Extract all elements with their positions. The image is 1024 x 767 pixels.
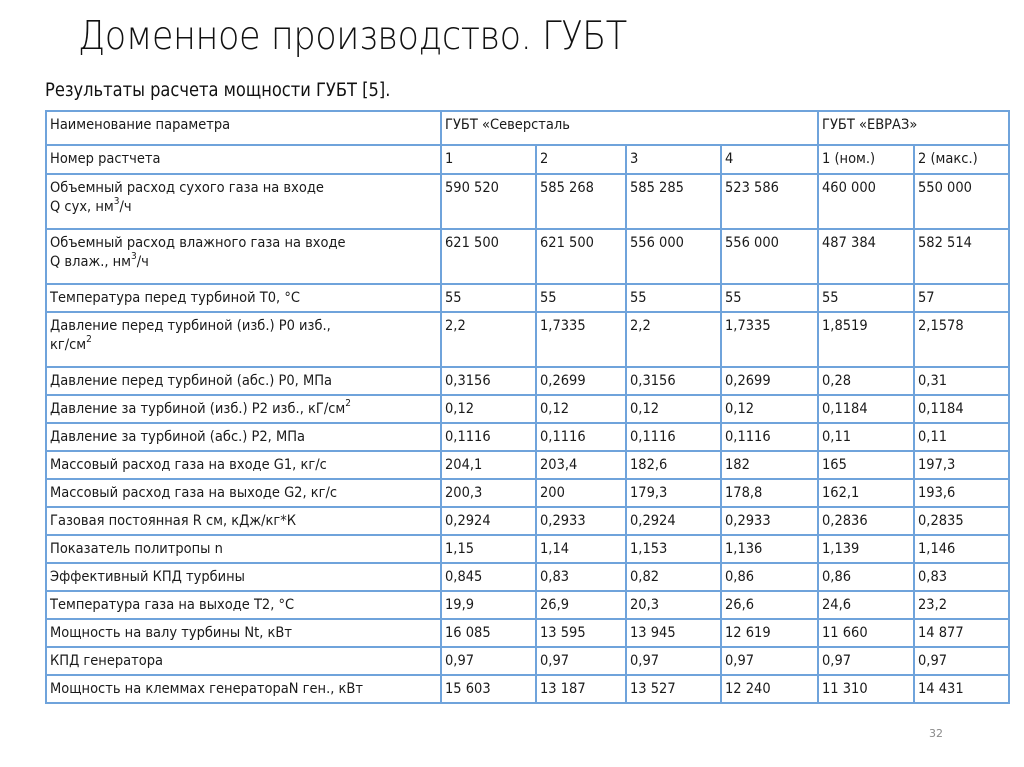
cell: 13 945 (626, 619, 721, 647)
cell: 204,1 (441, 451, 536, 479)
cell: 621 500 (536, 229, 626, 284)
cell: 1,153 (626, 535, 721, 563)
cell: 0,97 (536, 647, 626, 675)
row-label: Температура газа на выходе Т2, °С (46, 591, 441, 619)
cell: 1,146 (914, 535, 1009, 563)
cell: 13 187 (536, 675, 626, 703)
table-row (46, 367, 1009, 395)
cell: 203,4 (536, 451, 626, 479)
cell: 0,3156 (626, 367, 721, 395)
row-label: Эффективный КПД турбины (46, 563, 441, 591)
row-label: Мощность на валу турбины Nt, кВт (46, 619, 441, 647)
cell: 55 (626, 284, 721, 312)
cell: 0,86 (818, 563, 914, 591)
cell: 0,12 (626, 395, 721, 423)
table-row (46, 284, 1009, 312)
cell: 0,1116 (721, 423, 818, 451)
results-table (45, 110, 1010, 704)
table-row (46, 423, 1009, 451)
cell: 0,86 (721, 563, 818, 591)
table-header-row (46, 111, 1009, 145)
cell: 0,28 (818, 367, 914, 395)
cell: 487 384 (818, 229, 914, 284)
table-row (46, 395, 1009, 423)
cell: 0,12 (721, 395, 818, 423)
cell: 14 877 (914, 619, 1009, 647)
cell: 12 619 (721, 619, 818, 647)
cell: 0,1116 (536, 423, 626, 451)
cell: 0,12 (536, 395, 626, 423)
cell: 197,3 (914, 451, 1009, 479)
table-row (46, 451, 1009, 479)
row-label: Мощность на клеммах генератораN ген., кВт (46, 675, 441, 703)
table-row (46, 507, 1009, 535)
cell: 556 000 (721, 229, 818, 284)
cell: 0,97 (914, 647, 1009, 675)
cell: 23,2 (914, 591, 1009, 619)
cell: 0,83 (914, 563, 1009, 591)
table-row (46, 229, 1009, 284)
cell: 585 285 (626, 174, 721, 229)
cell: 57 (914, 284, 1009, 312)
cell: 200,3 (441, 479, 536, 507)
cell: 4 (721, 145, 818, 174)
cell: 182 (721, 451, 818, 479)
table-row (46, 591, 1009, 619)
row-label: Массовый расход газа на входе G1, кг/с (46, 451, 441, 479)
cell: 0,11 (818, 423, 914, 451)
cell: 0,82 (626, 563, 721, 591)
row-label: Газовая постоянная R см, кДж/кг*К (46, 507, 441, 535)
cell: 523 586 (721, 174, 818, 229)
cell: 200 (536, 479, 626, 507)
cell: 162,1 (818, 479, 914, 507)
cell: 0,2836 (818, 507, 914, 535)
cell: 15 603 (441, 675, 536, 703)
cell: 1,139 (818, 535, 914, 563)
cell: 179,3 (626, 479, 721, 507)
header-group-evraz: ГУБТ «ЕВРАЗ» (818, 111, 1009, 145)
cell: 193,6 (914, 479, 1009, 507)
row-label: КПД генератора (46, 647, 441, 675)
cell: 590 520 (441, 174, 536, 229)
cell: 24,6 (818, 591, 914, 619)
row-label: Показатель политропы n (46, 535, 441, 563)
table-row (46, 675, 1009, 703)
cell: 1 (441, 145, 536, 174)
cell: 0,2933 (721, 507, 818, 535)
cell: 0,2924 (626, 507, 721, 535)
cell: 1,14 (536, 535, 626, 563)
cell: 55 (441, 284, 536, 312)
cell: 0,2835 (914, 507, 1009, 535)
cell: 11 660 (818, 619, 914, 647)
cell: 621 500 (441, 229, 536, 284)
table-row (46, 312, 1009, 367)
cell: 16 085 (441, 619, 536, 647)
table-row (46, 619, 1009, 647)
row-label: Давление перед турбиной (изб.) Р0 изб., $кг/см^2$ (46, 312, 441, 367)
cell: 0,12 (441, 395, 536, 423)
cell: 2,2 (626, 312, 721, 367)
calc-number-row (46, 145, 1009, 174)
cell: 55 (818, 284, 914, 312)
cell: 12 240 (721, 675, 818, 703)
cell: 13 527 (626, 675, 721, 703)
cell: 55 (536, 284, 626, 312)
cell: 1,8519 (818, 312, 914, 367)
header-param-name: Наименование параметра (46, 111, 441, 145)
cell: 1 (ном.) (818, 145, 914, 174)
cell: 556 000 (626, 229, 721, 284)
cell: 0,2699 (536, 367, 626, 395)
cell: 0,1116 (626, 423, 721, 451)
cell: 2 (536, 145, 626, 174)
cell: 0,11 (914, 423, 1009, 451)
cell: 13 595 (536, 619, 626, 647)
table-row (46, 647, 1009, 675)
cell: 1,7335 (536, 312, 626, 367)
cell: 0,1184 (818, 395, 914, 423)
cell: 3 (626, 145, 721, 174)
cell: 20,3 (626, 591, 721, 619)
cell: 2 (макс.) (914, 145, 1009, 174)
cell: 182,6 (626, 451, 721, 479)
cell: 26,6 (721, 591, 818, 619)
cell: 0,3156 (441, 367, 536, 395)
cell: 1,7335 (721, 312, 818, 367)
cell: 460 000 (818, 174, 914, 229)
row-label: Давление за турбиной (изб.) Р2 изб., $кГ/см^2$ (46, 395, 441, 423)
cell: 585 268 (536, 174, 626, 229)
table-row (46, 563, 1009, 591)
table-row (46, 174, 1009, 229)
table-row (46, 479, 1009, 507)
cell: 11 310 (818, 675, 914, 703)
cell: 2,1578 (914, 312, 1009, 367)
cell: 0,97 (626, 647, 721, 675)
cell: 0,2699 (721, 367, 818, 395)
cell: 0,845 (441, 563, 536, 591)
row-label: Температура перед турбиной Т0, °С (46, 284, 441, 312)
row-label: Номер растчета (46, 145, 441, 174)
cell: 1,15 (441, 535, 536, 563)
cell: 0,31 (914, 367, 1009, 395)
row-label: Объемный расход влажного газа на входе Q влаж., $нм^3/ч$ (46, 229, 441, 284)
table-row (46, 535, 1009, 563)
cell: 0,1116 (441, 423, 536, 451)
row-label: Объемный расход сухого газа на входе Q сух, $нм^3/ч$ (46, 174, 441, 229)
cell: 0,2933 (536, 507, 626, 535)
header-group-severstal: ГУБТ «Северсталь (441, 111, 818, 145)
cell: 19,9 (441, 591, 536, 619)
cell: 0,1184 (914, 395, 1009, 423)
cell: 0,83 (536, 563, 626, 591)
cell: 165 (818, 451, 914, 479)
cell: 1,136 (721, 535, 818, 563)
row-label: Давление за турбиной (абс.) Р2, МПа (46, 423, 441, 451)
cell: 55 (721, 284, 818, 312)
cell: 0,97 (441, 647, 536, 675)
cell: 0,2924 (441, 507, 536, 535)
cell: 14 431 (914, 675, 1009, 703)
cell: 550 000 (914, 174, 1009, 229)
cell: 2,2 (441, 312, 536, 367)
cell: 0,97 (721, 647, 818, 675)
slide-title: Доменное производство. ГУБТ (78, 14, 627, 59)
cell: 178,8 (721, 479, 818, 507)
cell: 582 514 (914, 229, 1009, 284)
row-label: Массовый расход газа на выходе G2, кг/с (46, 479, 441, 507)
table-caption: Результаты расчета мощности ГУБТ [5]. (45, 80, 391, 101)
row-label: Давление перед турбиной (абс.) Р0, МПа (46, 367, 441, 395)
cell: 0,97 (818, 647, 914, 675)
page-number: 32 (929, 727, 943, 740)
cell: 26,9 (536, 591, 626, 619)
